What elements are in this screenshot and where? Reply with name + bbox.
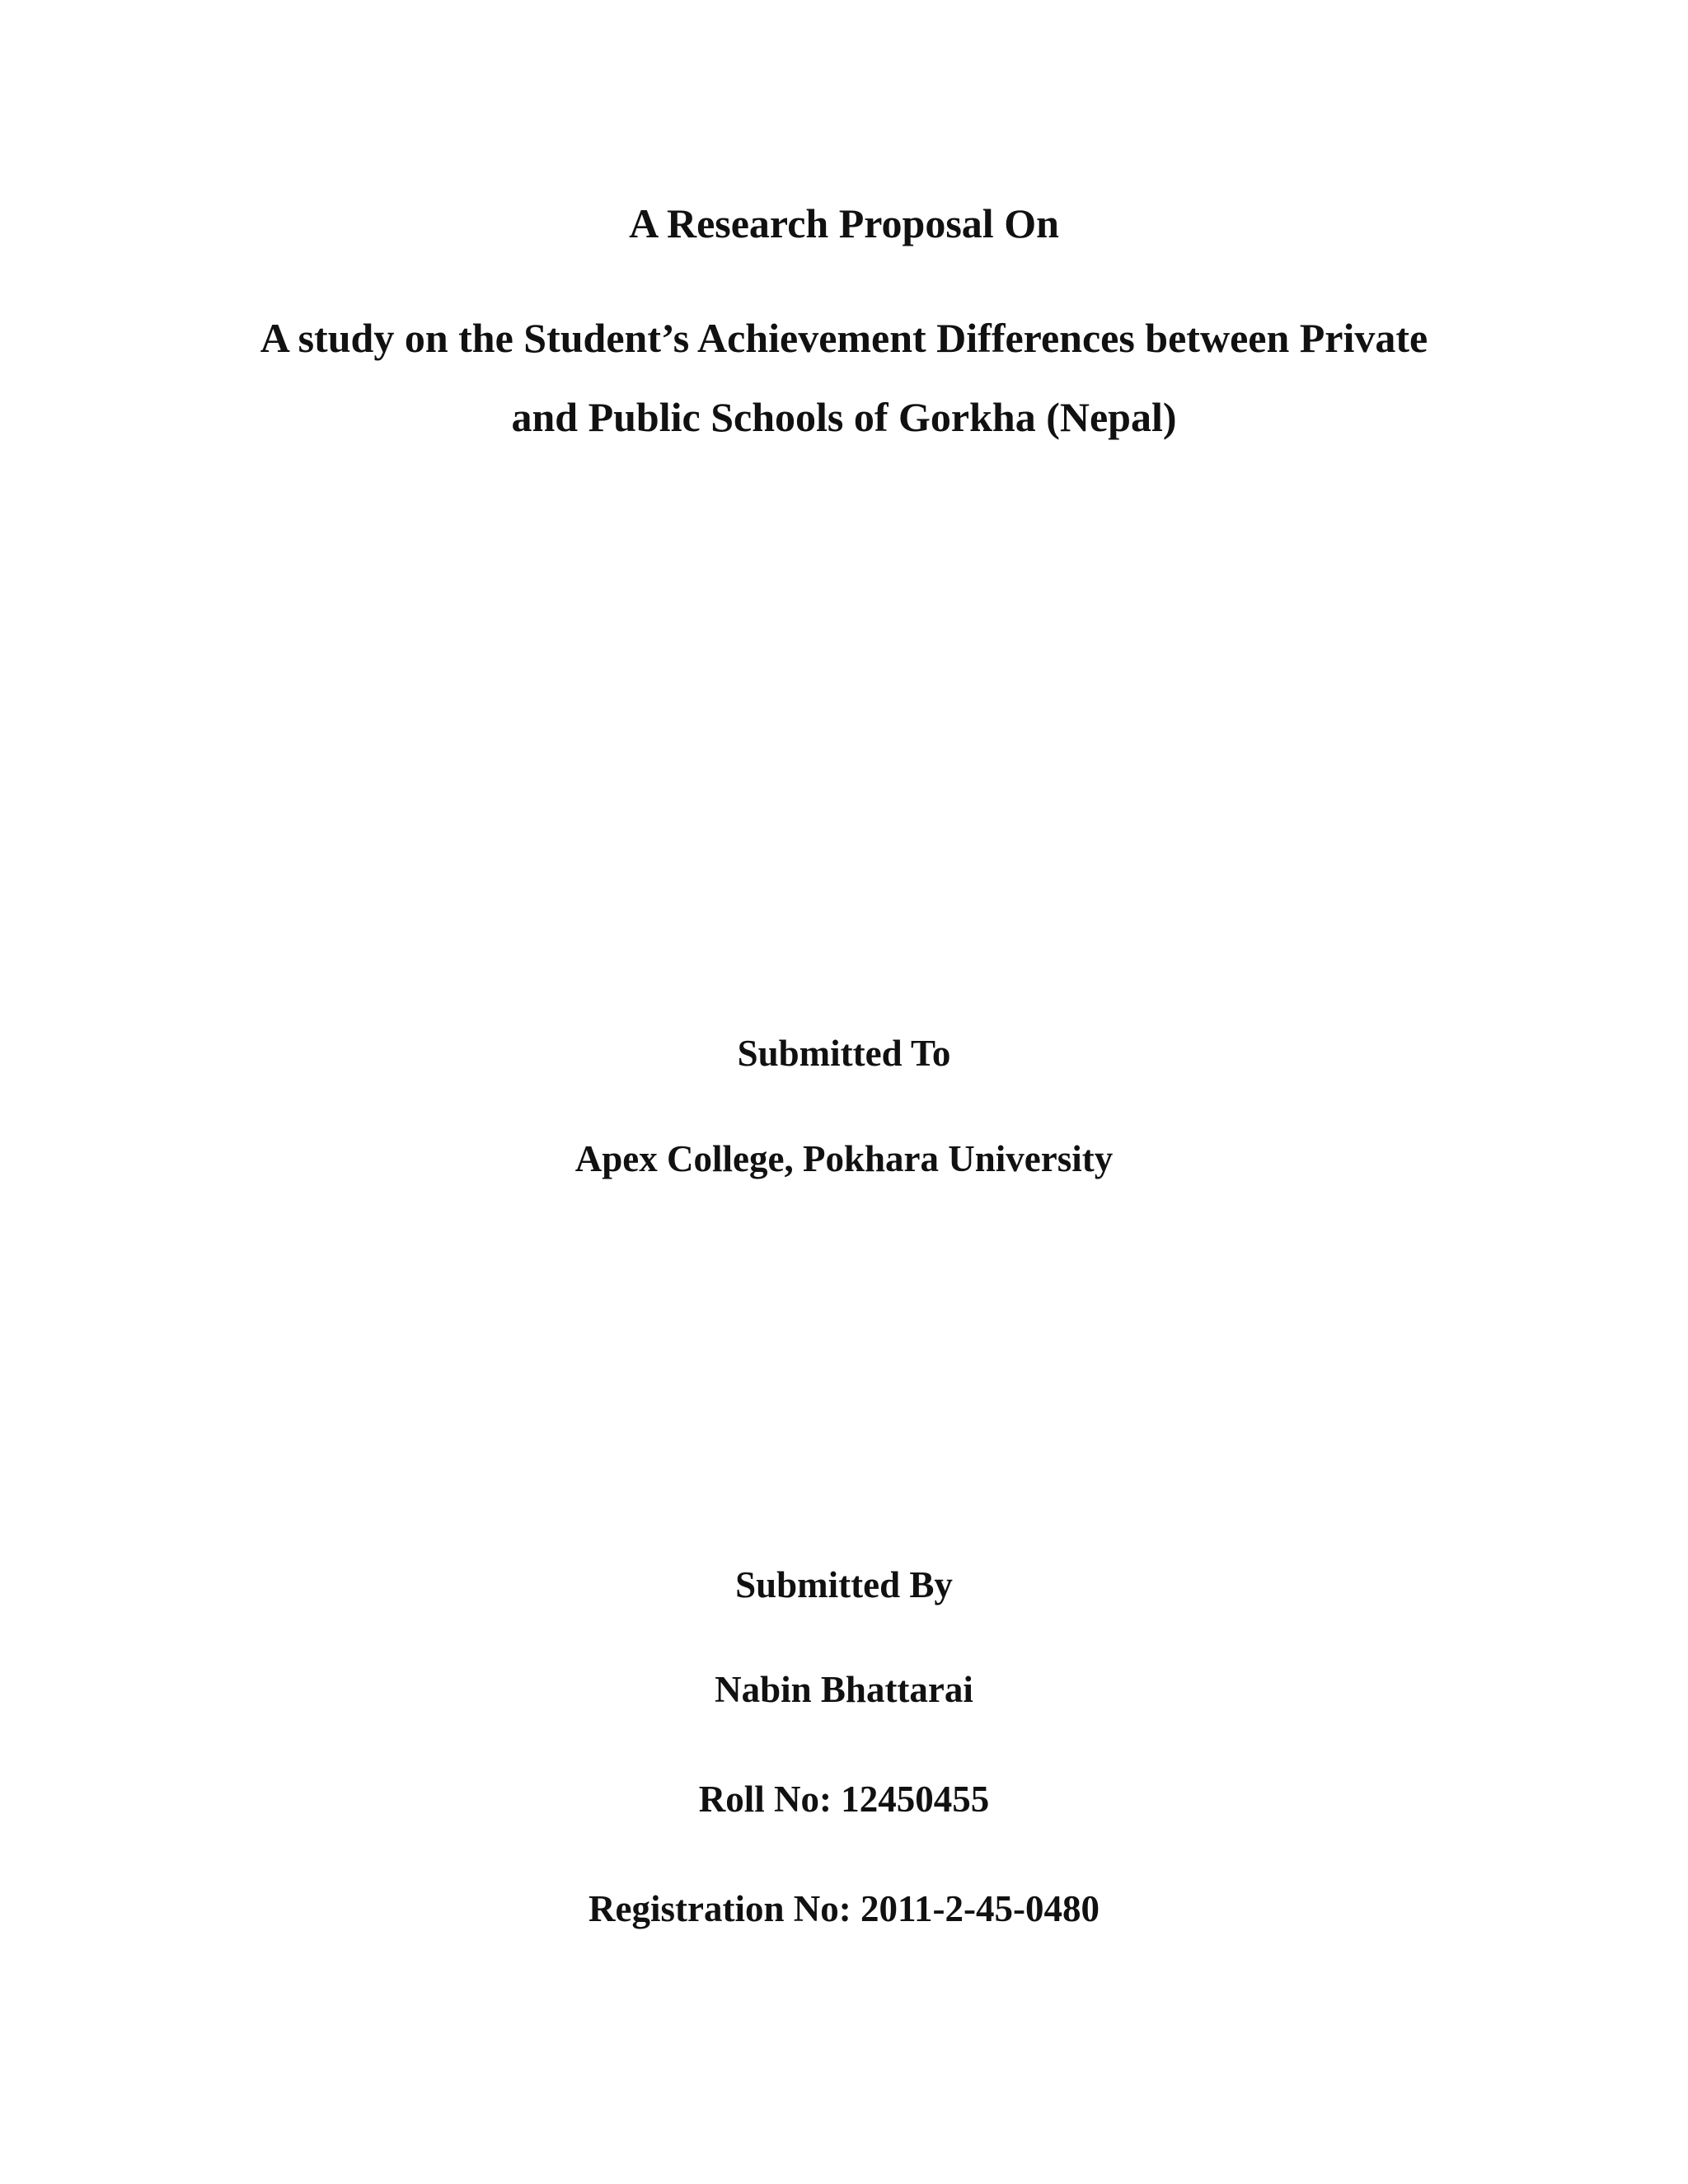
registration-number: Registration No: 2011-2-45-0480 [588,1888,1100,1929]
submitted-to-institution: Apex College, Pokhara University [574,1138,1114,1179]
author-name: Nabin Bhattarai [715,1669,973,1710]
submitted-by-label: Submitted By [735,1564,953,1605]
proposal-heading: A Research Proposal On [629,200,1059,246]
proposal-title-line-1: A study on the Student’s Achievement Differences between Private [260,315,1428,361]
proposal-title-line-2: and Public Schools of Gorkha (Nepal) [511,394,1177,440]
roll-number: Roll No: 12450455 [698,1779,990,1820]
submitted-to-label: Submitted To [737,1033,951,1074]
